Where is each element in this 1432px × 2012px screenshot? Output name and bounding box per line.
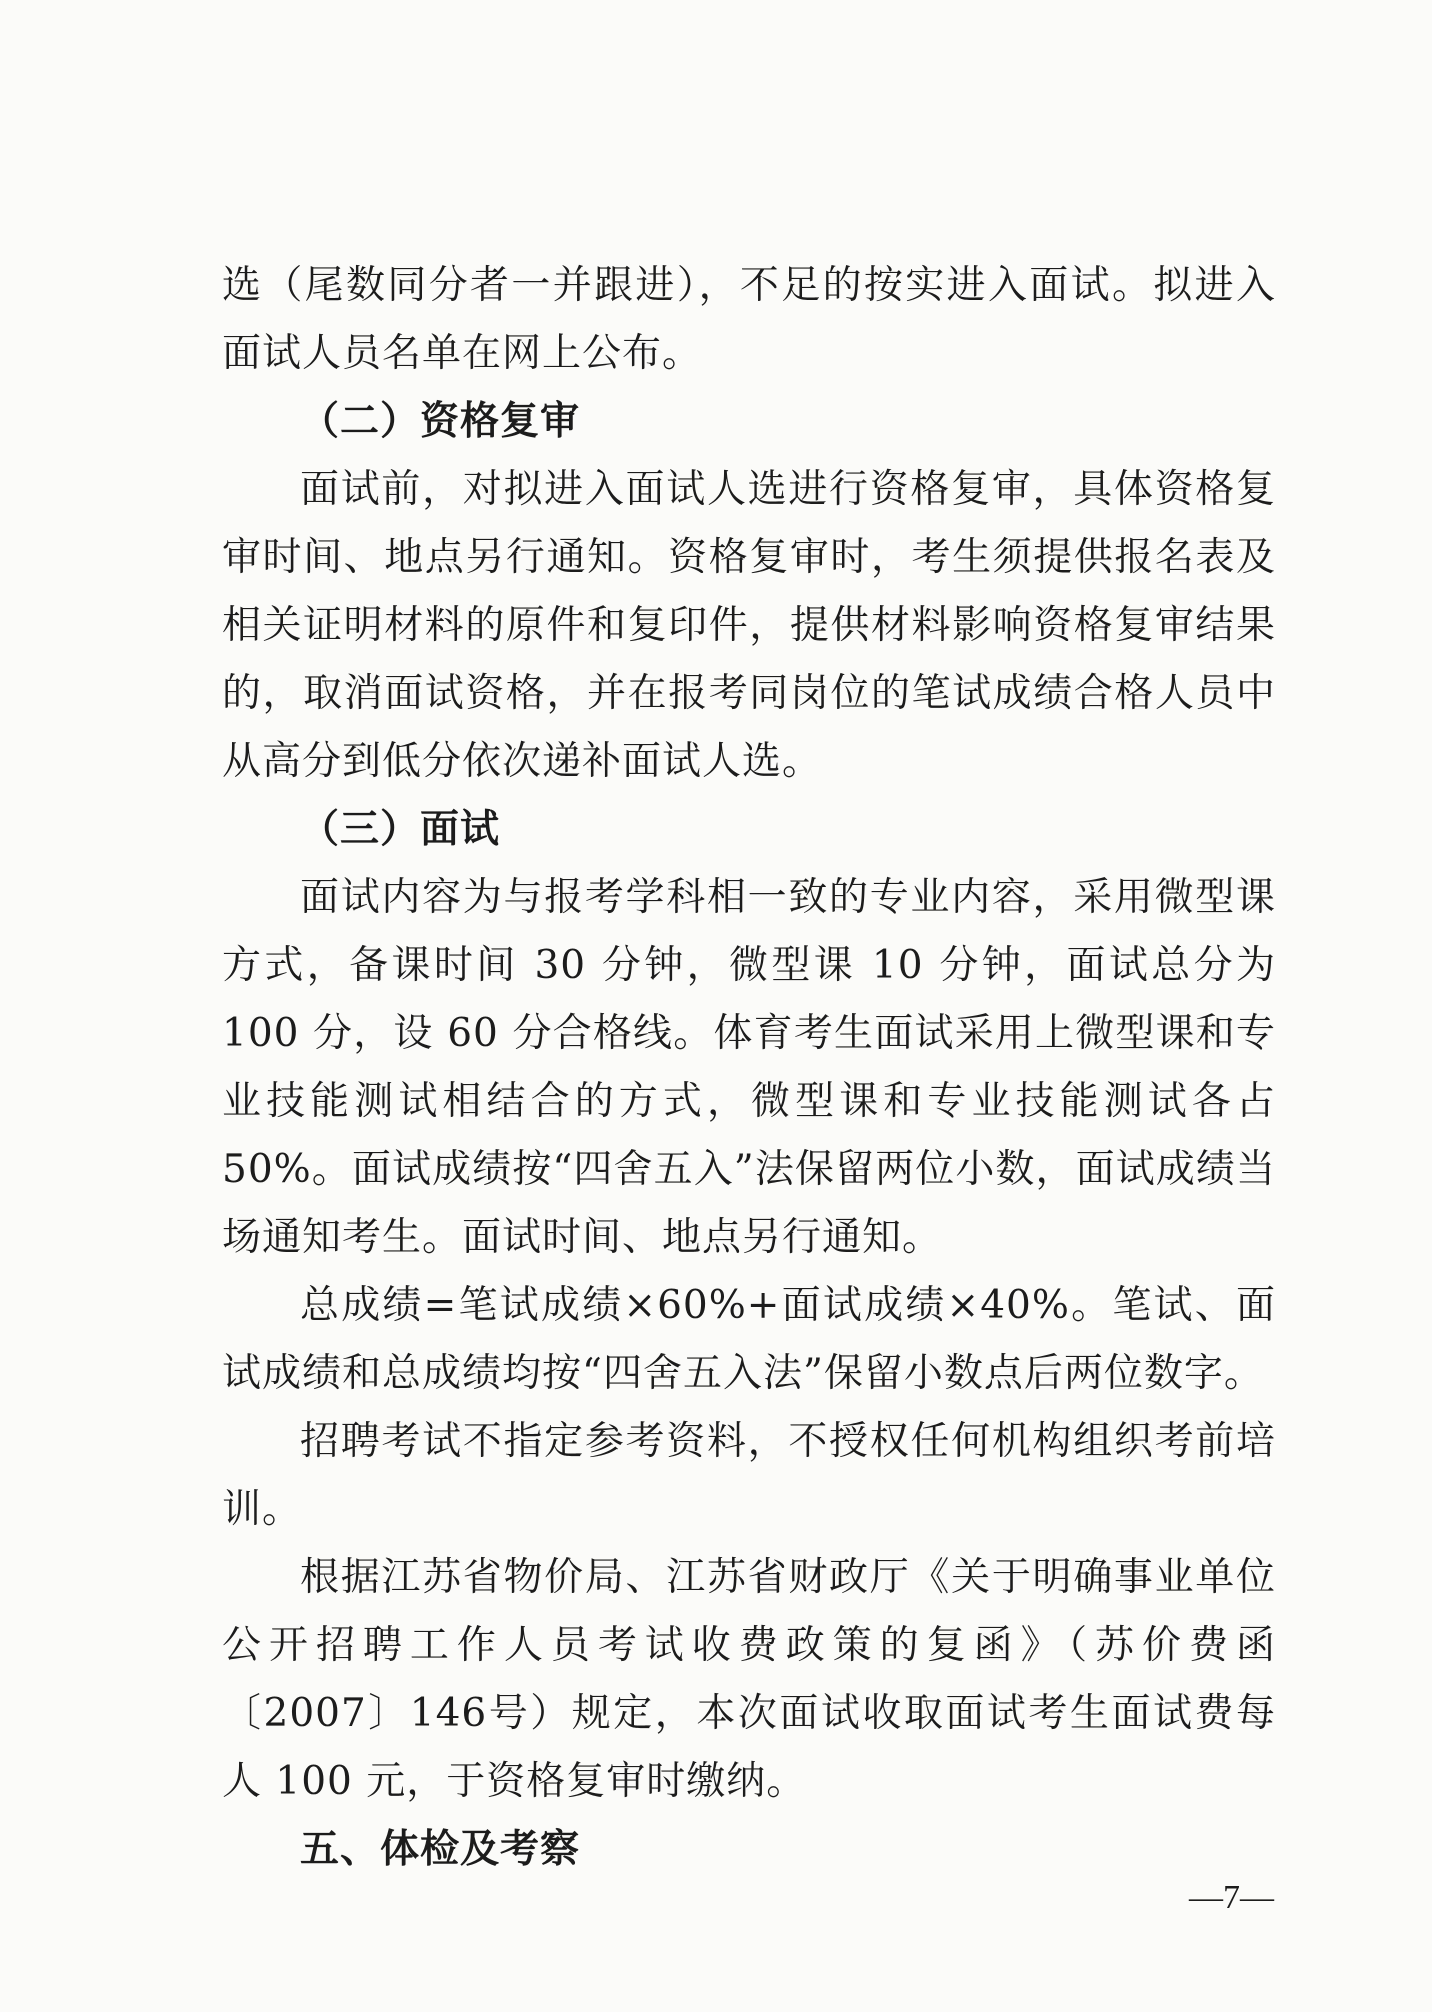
section-heading-qualification-review: （二）资格复审 (300, 399, 581, 444)
paragraph-no-reference-materials: 招聘考试不指定参考资料，不授权任何机构组织考前培训。 (222, 1419, 1276, 1532)
paragraph-qualification-review: 面试前，对拟进入面试人选进行资格复审，具体资格复审时间、地点另行通知。资格复审时，考生须提供报名表及相关证明材料的原件和复印件，提供材料影响资格复审结果的，取消面试资格，并在报考同岗位的笔试成绩合格人员中从高分到低分依次递补面试人选。 (222, 467, 1276, 784)
section-heading-interview: （三）面试 (300, 807, 501, 852)
document-body (222, 252, 1276, 1884)
page-number: —7— (1189, 1879, 1274, 1916)
paragraph-continuation: 选（尾数同分者一并跟进），不足的按实进入面试。拟进入面试人员名单在网上公布。 (222, 263, 1276, 376)
paragraph-interview-content: 面试内容为与报考学科相一致的专业内容，采用微型课方式，备课时间 30 分钟，微型课 10 分钟，面试总分为 100 分，设 60 分合格线。体育考生面试采用上微型课和专业技能测试相结合的方式，微型课和专业技能测试各占 50%。面试成绩按“四舍五入”法保留两位小数，面试成绩当场通知考生。面试时间、地点另行通知。 (222, 875, 1276, 1260)
section-heading-physical-exam: 五、体检及考察 (300, 1827, 581, 1872)
paragraph-interview-fee: 根据江苏省物价局、江苏省财政厅《关于明确事业单位公开招聘工作人员考试收费政策的复函》（苏价费函〔2007〕146号）规定，本次面试收取面试考生面试费每人 100 元，于资格复审时缴纳。 (222, 1555, 1276, 1804)
paragraph-total-score: 总成绩=笔试成绩×60%+面试成绩×40%。笔试、面试成绩和总成绩均按“四舍五入法”保留小数点后两位数字。 (222, 1283, 1276, 1396)
